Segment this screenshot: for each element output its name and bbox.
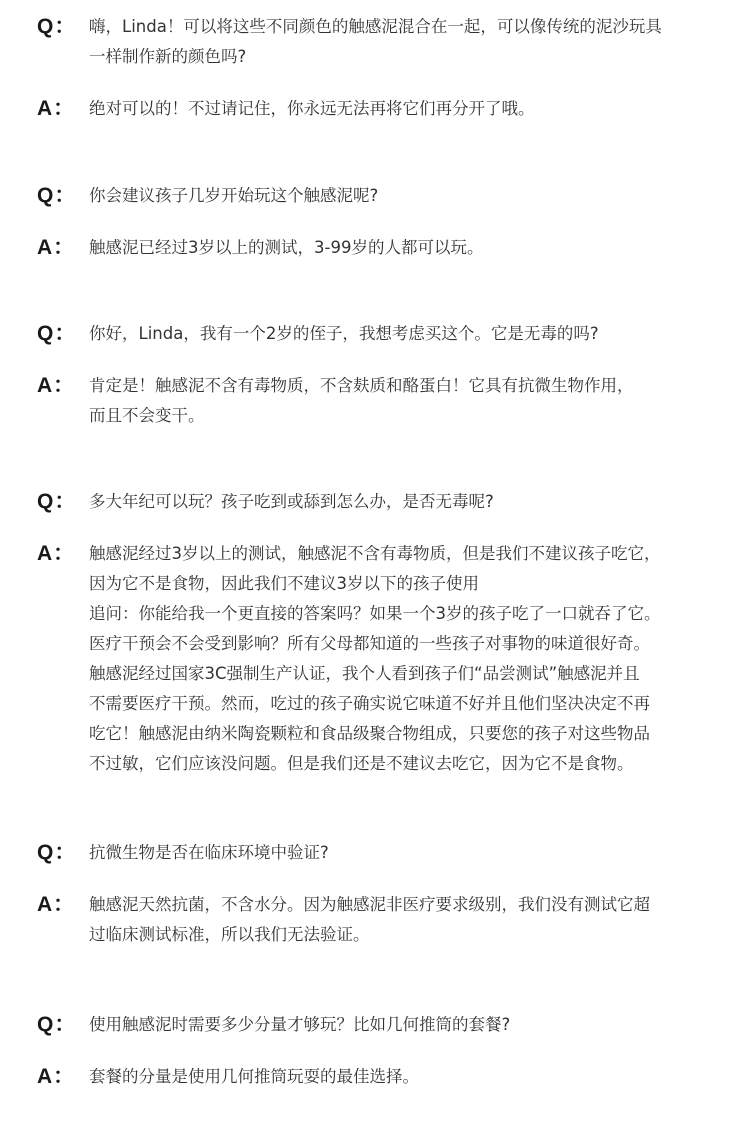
question-text <box>89 1010 717 1040</box>
question-text <box>89 319 717 349</box>
answer-text <box>89 371 717 431</box>
answer-line: 医疗干预会不会受到影响？所有父母都知道的一些孩子对事物的味道很好奇。 <box>89 634 650 653</box>
question-line: 使用触感泥时需要多少分量才够玩？比如几何推筒的套餐? <box>89 1015 511 1034</box>
answer-line: 不过敏，它们应该没问题。但是我们还是不建议去吃它，因为它不是食物。 <box>89 754 634 773</box>
answer-label: A： <box>37 542 76 565</box>
question-text <box>89 838 717 868</box>
question-text <box>89 487 717 517</box>
answer-line: 套餐的分量是使用几何推筒玩耍的最佳选择。 <box>89 1067 419 1086</box>
answer-label: A： <box>37 97 76 120</box>
answer-text <box>89 1062 717 1092</box>
question-label: Q： <box>37 841 77 864</box>
answer-line: 触感泥天然抗菌，不含水分。因为触感泥非医疗要求级别，我们没有测试它超 <box>89 895 650 914</box>
answer-line: 追问：你能给我一个更直接的答案吗？如果一个3岁的孩子吃了一口就吞了它。 <box>89 604 661 623</box>
question-label: Q： <box>37 322 77 345</box>
answer-line: 不需要医疗干预。然而，吃过的孩子确实说它味道不好并且他们坚决决定不再 <box>89 694 650 713</box>
answer-line: 过临床测试标准，所以我们无法验证。 <box>89 925 370 944</box>
question-line: 嗨，Linda！可以将这些不同颜色的触感泥混合在一起，可以像传统的泥沙玩具 <box>89 17 662 36</box>
question-text <box>89 181 717 211</box>
question-line: 多大年纪可以玩？孩子吃到或舔到怎么办，是否无毒呢? <box>89 492 494 511</box>
answer-label: A： <box>37 236 76 259</box>
answer-label: A： <box>37 1065 76 1088</box>
question-line: 抗微生物是否在临床环境中验证? <box>89 843 329 862</box>
question-line: 你会建议孩子几岁开始玩这个触感泥呢? <box>89 186 379 205</box>
answer-text <box>89 890 717 950</box>
answer-text <box>89 233 717 263</box>
answer-line: 肯定是！触感泥不含有毒物质，不含麸质和酪蛋白！它具有抗微生物作用， <box>89 376 634 395</box>
answer-label: A： <box>37 893 76 916</box>
answer-line: 吃它！触感泥由纳米陶瓷颗粒和食品级聚合物组成，只要您的孩子对这些物品 <box>89 724 650 743</box>
question-label: Q： <box>37 15 77 38</box>
question-label: Q： <box>37 1013 77 1036</box>
question-line: 你好，Linda，我有一个2岁的侄子，我想考虑买这个。它是无毒的吗? <box>89 324 599 343</box>
answer-line: 因为它不是食物，因此我们不建议3岁以下的孩子使用 <box>89 574 479 593</box>
answer-text <box>89 94 717 124</box>
answer-line: 绝对可以的！不过请记住，你永远无法再将它们再分开了哦。 <box>89 99 535 118</box>
question-text <box>89 12 717 72</box>
answer-line: 而且不会变干。 <box>89 406 205 425</box>
answer-line: 触感泥已经过3岁以上的测试，3-99岁的人都可以玩。 <box>89 238 484 257</box>
answer-text <box>89 539 717 779</box>
question-label: Q： <box>37 490 77 513</box>
question-label: Q： <box>37 184 77 207</box>
question-line: 一样制作新的颜色吗? <box>89 47 247 66</box>
answer-label: A： <box>37 374 76 397</box>
answer-line: 触感泥经过国家3C强制生产认证，我个人看到孩子们“品尝测试”触感泥并且 <box>89 664 640 683</box>
answer-line: 触感泥经过3岁以上的测试，触感泥不含有毒物质，但是我们不建议孩子吃它， <box>89 544 661 563</box>
